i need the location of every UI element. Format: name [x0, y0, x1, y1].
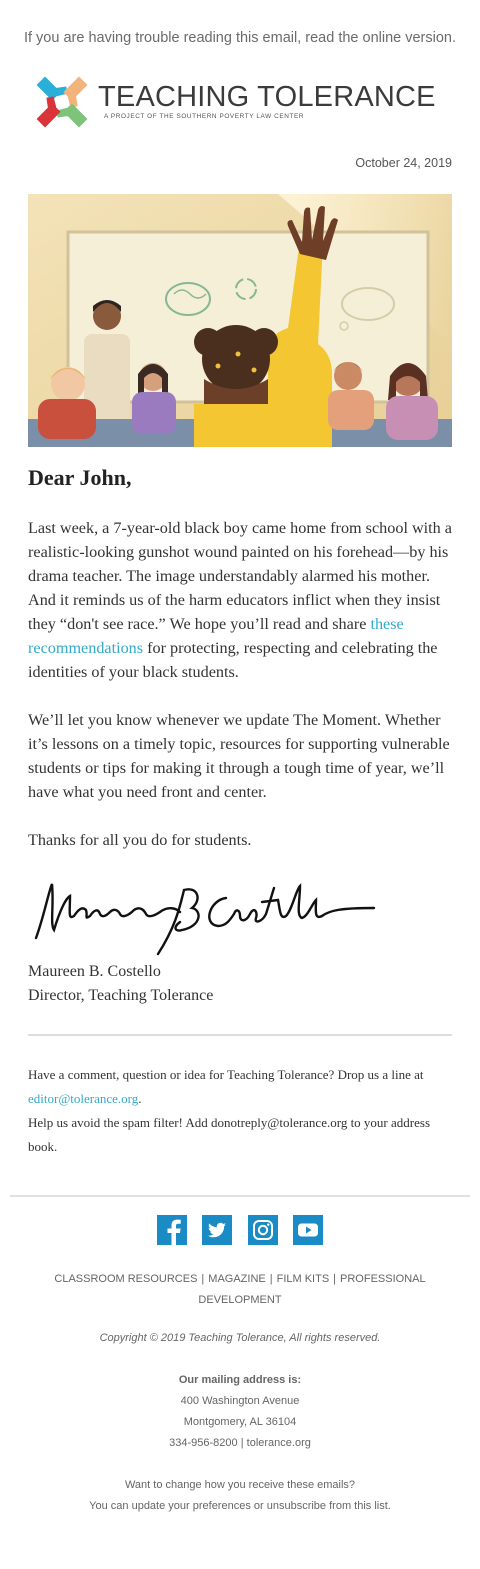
classroom-illustration — [28, 194, 452, 447]
spam-filter-note: Help us avoid the spam filter! Add donotreply@tolerance.org to your address book. — [28, 1115, 430, 1154]
footer-link-magazine[interactable]: MAGAZINE — [208, 1273, 266, 1285]
update-preferences-link[interactable]: update your preferences — [131, 1500, 251, 1512]
online-version-link[interactable]: If you are having trouble reading this email, read the online version. — [23, 30, 457, 46]
website-link[interactable]: tolerance.org — [246, 1437, 311, 1449]
address-line-2: Montgomery, AL 36104 — [183, 1416, 297, 1428]
contact-line — [0, 1433, 480, 1454]
logo-tagline: A PROJECT OF THE SOUTHERN POVERTY LAW CENTER — [104, 113, 305, 120]
copyright: Copyright © 2019 Teaching Tolerance, All rights reserved. — [99, 1332, 381, 1344]
recommendations-link[interactable]: these recommendations — [28, 615, 404, 657]
address-line-1: 400 Washington Avenue — [180, 1395, 300, 1407]
contact-notes — [28, 1063, 454, 1159]
email-preferences — [0, 1475, 480, 1517]
footer-link-professional-development[interactable]: PROFESSIONAL DEVELOPMENT — [198, 1273, 426, 1306]
email-date: October 24, 2019 — [355, 156, 452, 170]
footer-link-film-kits[interactable]: FILM KITS — [276, 1273, 330, 1285]
footer-nav — [0, 1269, 480, 1311]
body-paragraph-2: We’ll let you know whenever we update The Moment. Whether it’s lessons on a timely topic, resources for supporting vulnerable students or tips for making it through a tough time of year, we’ll have what you need front and center. — [28, 711, 450, 801]
signature-title: Director, Teaching Tolerance — [28, 987, 214, 1004]
signature-name: Maureen B. Costello — [28, 963, 161, 980]
teaching-tolerance-logo[interactable] — [28, 66, 448, 136]
content-divider — [28, 1034, 452, 1036]
contact-note-text: Have a comment, question or idea for Teaching Tolerance? Drop us a line at — [28, 1067, 424, 1082]
footer-divider — [10, 1195, 470, 1197]
preheader — [0, 29, 480, 47]
contact-note-period: . — [138, 1091, 142, 1106]
editor-email-link[interactable]: editor@tolerance.org — [28, 1091, 139, 1106]
footer-separator: | — [201, 1273, 205, 1285]
footer-link-classroom-resources[interactable]: CLASSROOM RESOURCES — [54, 1273, 198, 1285]
facebook-icon[interactable] — [157, 1215, 187, 1245]
body-paragraph-1 — [28, 516, 454, 684]
footer-separator: | — [269, 1273, 273, 1285]
handwritten-signature — [30, 876, 380, 960]
preferences-text: You can — [89, 1500, 132, 1512]
hands-logo-icon — [28, 68, 96, 136]
phone-number: 334-956-8200 — [169, 1437, 238, 1449]
mailing-address — [0, 1370, 480, 1454]
footer-separator: | — [333, 1273, 337, 1285]
preferences-question: Want to change how you receive these emails? — [124, 1479, 356, 1491]
youtube-icon[interactable] — [293, 1215, 323, 1245]
instagram-icon[interactable] — [248, 1215, 278, 1245]
greeting: Dear John, — [28, 465, 132, 490]
preferences-or-text: or — [250, 1500, 267, 1512]
unsubscribe-link[interactable]: unsubscribe from this list — [266, 1500, 388, 1512]
paragraph-1-text-before: Last week, a 7-year-old black boy came home from school with a realistic-looking gunshot wound painted on his forehead—by his drama teacher. The image understandably alarmed his mother. And it reminds us of the harm educators inflict when they insist they “don't see race.” We hope you’ll read and share — [28, 519, 452, 633]
contact-separator: | — [240, 1437, 244, 1449]
mailing-address-heading: Our mailing address is: — [178, 1374, 302, 1386]
preferences-period: . — [387, 1500, 391, 1512]
body-paragraph-3: Thanks for all you do for students. — [28, 831, 252, 849]
logo-wordmark: TEACHING TOLERANCE — [98, 81, 436, 113]
contact-note-line — [28, 1063, 454, 1111]
hero-image[interactable] — [28, 194, 452, 447]
paragraph-1-text-after: for protecting, respecting and celebrating the identities of your black students. — [28, 639, 438, 681]
preferences-line — [0, 1496, 480, 1517]
social-links — [0, 1215, 480, 1245]
twitter-icon[interactable] — [202, 1215, 232, 1245]
